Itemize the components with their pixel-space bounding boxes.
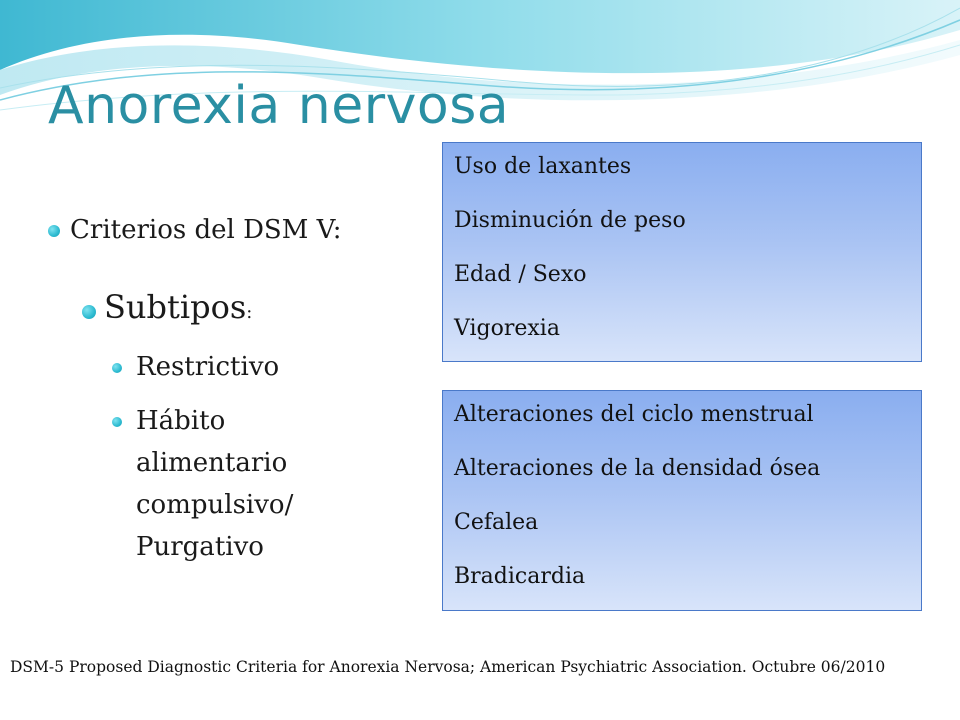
footnote-citation: DSM-5 Proposed Diagnostic Criteria for Anorexia Nervosa; American Psychiatric Association. Octubre 06/2010 bbox=[10, 658, 886, 676]
bullet-dot-icon bbox=[112, 363, 122, 373]
box-item: Vigorexia bbox=[454, 316, 560, 341]
subtype-item-line: Purgativo bbox=[136, 532, 264, 562]
box-item: Disminución de peso bbox=[454, 208, 686, 233]
criteria-label: Criterios del DSM V: bbox=[70, 215, 342, 245]
subtypes-label: Subtipos bbox=[104, 288, 247, 326]
subtype-item-line: Hábito bbox=[136, 406, 226, 436]
symptoms-box-bottom bbox=[442, 390, 922, 611]
bullet-dot-icon bbox=[112, 417, 122, 427]
subtype-item: Restrictivo bbox=[136, 352, 280, 382]
box-item: Uso de laxantes bbox=[454, 154, 632, 179]
box-item: Bradicardia bbox=[454, 564, 586, 589]
box-item: Cefalea bbox=[454, 510, 539, 535]
subtypes-heading bbox=[104, 288, 252, 326]
box-item: Alteraciones del ciclo menstrual bbox=[454, 402, 814, 427]
box-item: Edad / Sexo bbox=[454, 262, 587, 287]
subtype-item-line: compulsivo/ bbox=[136, 490, 294, 520]
box-item: Alteraciones de la densidad ósea bbox=[454, 456, 821, 481]
subtype-item-line: alimentario bbox=[136, 448, 288, 478]
slide-title: Anorexia nervosa bbox=[48, 76, 510, 136]
symptoms-box-top bbox=[442, 142, 922, 362]
bullet-dot-icon bbox=[82, 305, 96, 319]
bullet-dot-icon bbox=[48, 225, 60, 237]
subtypes-colon: : bbox=[246, 302, 253, 323]
